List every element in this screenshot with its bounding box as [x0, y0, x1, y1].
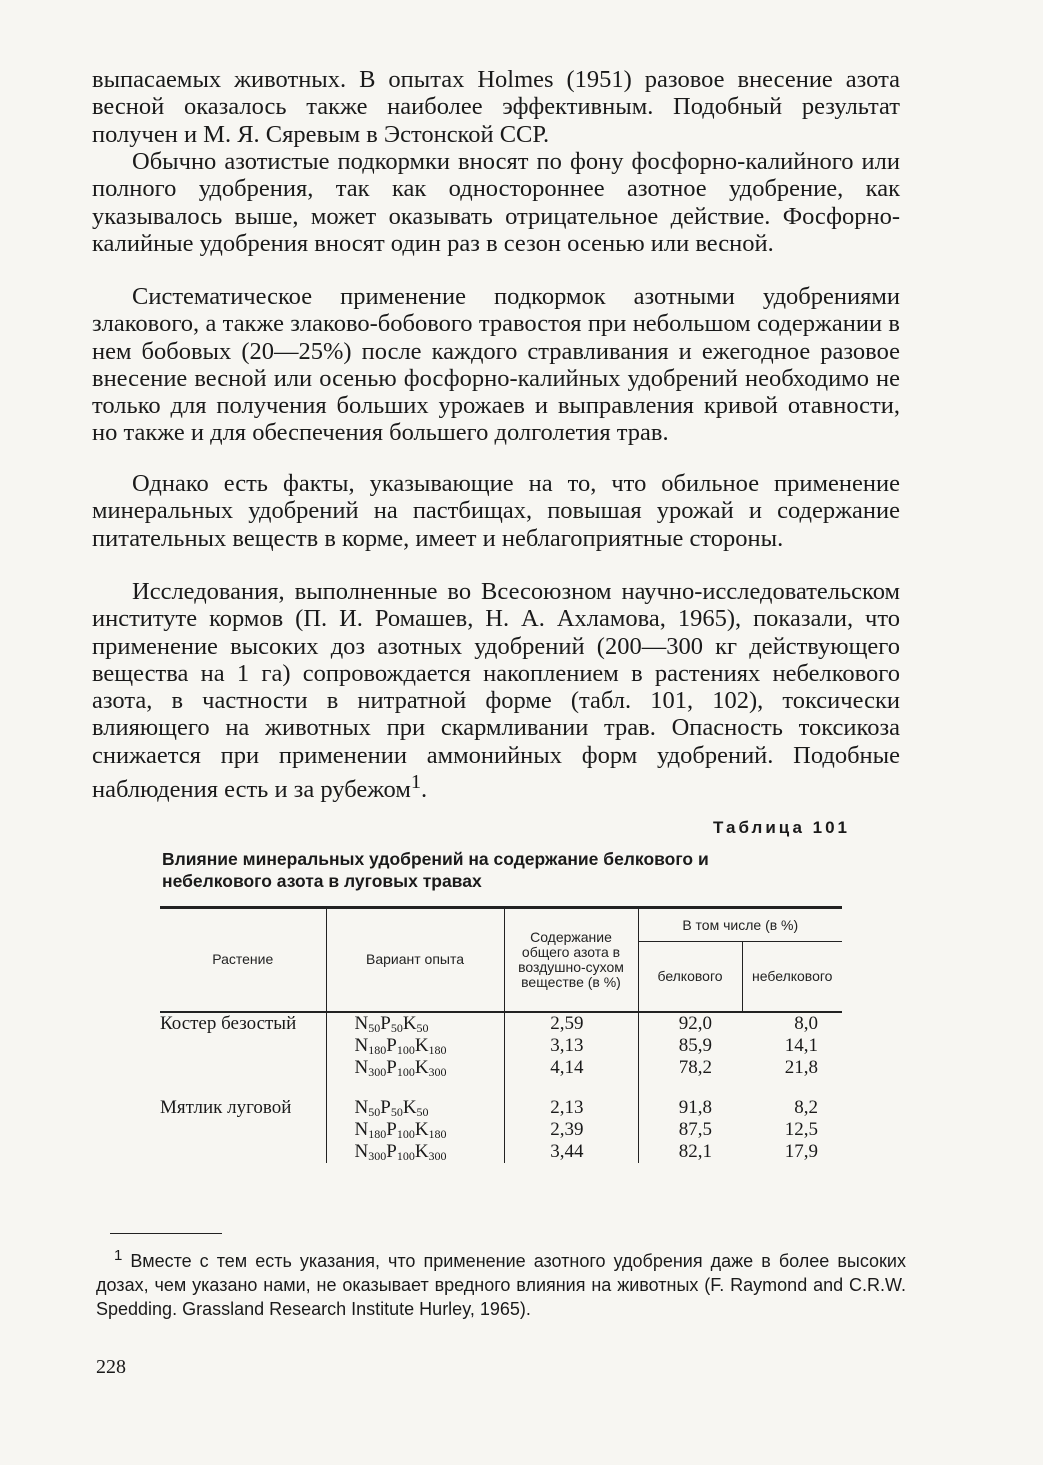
total-n-cell: 2,59 3,13 4,14	[504, 1012, 638, 1079]
table-caption: Влияние минеральных удобрений на содержание белкового и небелкового азота в луговых травах	[162, 849, 709, 891]
variant-cell: $N_{50}P_{50}K_{50}$ $N_{180}P_{100}K_{180}$ $N_{300}P_{100}K_{300}$	[326, 1079, 504, 1163]
header-plant: Растение	[160, 908, 326, 1012]
paragraph-1: выпасаемых животных. В опытах Holmes (1951) разовое внесение азота весной оказалось также наиболее эффективным. Подобный результат получен и М. Я. Сяревым в Эстонской ССР.	[92, 66, 900, 148]
plant-cell: Костер безостый	[160, 1012, 297, 1034]
paragraph-2: Обычно азотистые подкормки вносят по фону фосфорно-калийного или полного удобрения, так как одностороннее азотное удобрение, как указывалось выше, может оказывать отрицательное действие. Фосфорно-калийные удобрения вносят один раз в сезон осенью или весной.	[92, 148, 900, 257]
footnote-number: 1	[114, 1247, 123, 1264]
header-total-n: Содержание общего азота в воздушно-сухом веществе (в %)	[504, 908, 638, 1012]
paragraph-5-text: Исследования, выполненные во Всесоюзном научно-исследовательском институте кормов (П. И. Ромашев, Н. А. Ахламова, 1965), показали, что применение высоких доз азотных удобрений (200—300 кг действующего вещества на 1 га) сопровождается накоплением в растениях небелкового азота, в частности в нитратной форме (табл. 101, 102), токсически влияющего на животных при скармливании трав. Опасность токсикоза снижается при применении аммонийных форм удобрений. Подобные наблюдения есть и за рубежом	[92, 578, 900, 804]
plant-cell: Мятлик луговой	[160, 1096, 292, 1118]
header-protein: белкового	[638, 942, 742, 1012]
header-group: В том числе (в %)	[638, 908, 842, 942]
paragraph-5: Исследования, выполненные во Всесоюзном научно-исследовательском институте кормов (П. И. Ромашев, Н. А. Ахламова, 1965), показали, что применение высоких доз азотных удобрений (200—300 кг действующего вещества на 1 га) сопровождается накоплением в растениях небелкового азота, в частности в нитратной форме (табл. 101, 102), токсически влияющего на животных при скармливании трав. Опасность токсикоза снижается при применении аммонийных форм удобрений. Подобные наблюдения есть и за рубежом$^1$.	[92, 578, 900, 804]
protein-cell: 91,8 87,5 82,1	[638, 1079, 742, 1163]
nonprotein-cell: 8,0 14,1 21,8	[784, 1012, 818, 1078]
paragraph-3: Систематическое применение подкормок азотными удобрениями злакового, а также злаково-бобового травостоя при небольшом содержании в нем бобовых (20—25%) после каждого стравливания и ежегодное разовое внесение весной или осенью фосфорно-калийных удобрений необходимо не только для получения больших урожаев и выправления кривой отавности, но также и для обеспечения большего долголетия трав.	[92, 283, 900, 447]
protein-cell: 92,0 85,9 78,2	[638, 1012, 742, 1079]
header-variant: Вариант опыта	[326, 908, 504, 1012]
variant-cell: $N_{50}P_{50}K_{50}$ $N_{180}P_{100}K_{180}$ $N_{300}P_{100}K_{300}$	[326, 1012, 504, 1079]
paragraph-4: Однако есть факты, указывающие на то, что обильное применение минеральных удобрений на пастбищах, повышая урожай и содержание питательных веществ в корме, имеет и неблагоприятные стороны.	[92, 470, 900, 552]
footnote-rule	[110, 1233, 222, 1234]
header-nonprotein: небелкового	[742, 942, 842, 1012]
footnote-marker: 1	[410, 771, 422, 794]
total-n-cell: 2,13 2,39 3,44	[504, 1079, 638, 1163]
data-table	[160, 906, 842, 1163]
footnote-text: Вместе с тем есть указания, что применение азотного удобрения даже в более высоких дозах, чем указано нами, не оказывает вредного влияния на животных (F. Raymond and C.R.W. Spedding. Grassland Research Institute Hurley, 1965).	[96, 1251, 906, 1319]
page-number: 228	[96, 1356, 126, 1378]
table-label: Таблица 101	[713, 818, 850, 837]
nonprotein-cell: 8,2 12,5 17,9	[784, 1096, 818, 1162]
footnote	[96, 1244, 906, 1321]
